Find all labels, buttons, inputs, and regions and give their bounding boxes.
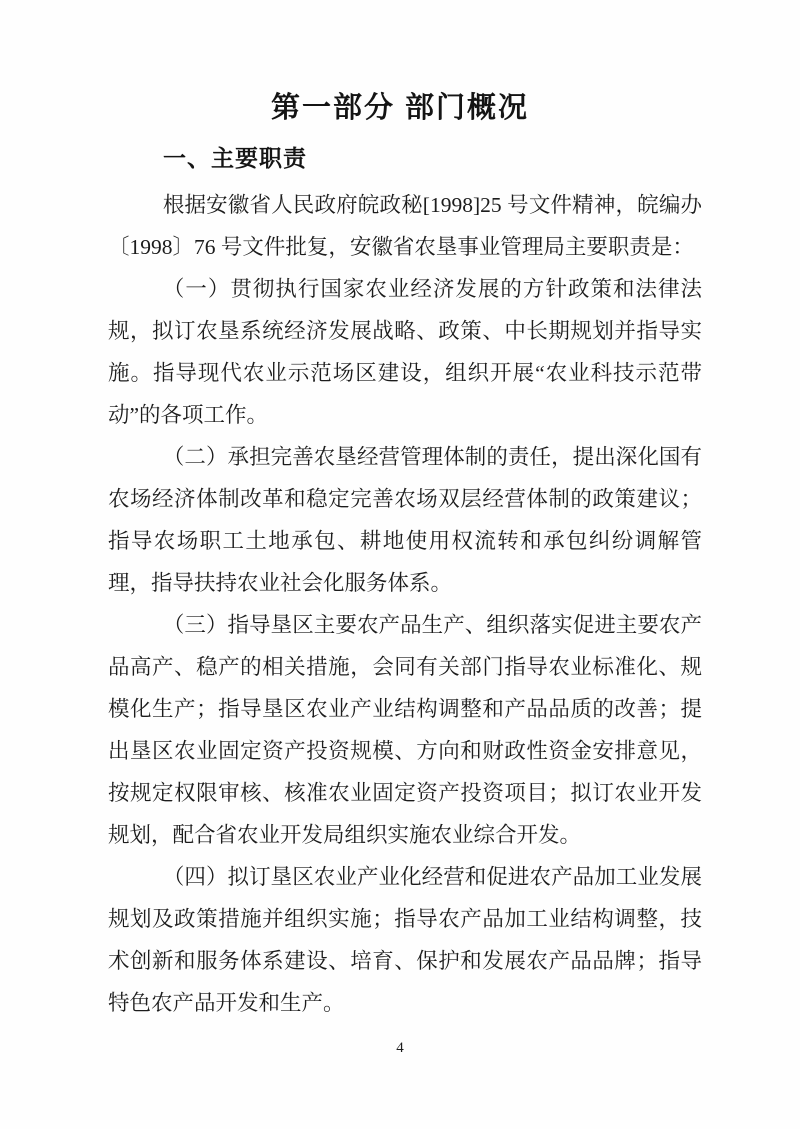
document-body <box>108 184 702 1024</box>
text-line: 规划，配合省农业开发局组织实施农业综合开发。 <box>108 823 582 847</box>
text-line: 指导农场职工土地承包、耕地使用权流转和承包纠纷调解管 <box>108 529 702 553</box>
text-line: 根据安徽省人民政府皖政秘[1998]25 号文件精神，皖编办 <box>162 193 702 217</box>
paragraph <box>108 184 702 268</box>
text-line: 农场经济体制改革和稳定完善农场双层经营体制的政策建议； <box>108 487 702 511</box>
paragraph <box>108 436 702 604</box>
text-line: 术创新和服务体系建设、培育、保护和发展农产品品牌；指导 <box>108 949 702 973</box>
text-line: 理，指导扶持农业社会化服务体系。 <box>108 571 453 595</box>
page-number: 4 <box>396 1040 404 1056</box>
document-title: 第一部分 部门概况 <box>270 92 530 124</box>
paragraph <box>108 856 702 1024</box>
paragraph <box>108 268 702 436</box>
text-line: 施。指导现代农业示范场区建设，组织开展“农业科技示范带 <box>108 361 702 385</box>
text-line: 品高产、稳产的相关措施，会同有关部门指导农业标准化、规 <box>108 655 702 679</box>
paragraph <box>108 604 702 856</box>
text-line: （一）贯彻执行国家农业经济发展的方针政策和法律法 <box>162 277 702 301</box>
text-line: 动”的各项工作。 <box>108 403 269 427</box>
section-heading: 一、主要职责 <box>163 145 307 171</box>
text-line: 规，拟订农垦系统经济发展战略、政策、中长期规划并指导实 <box>108 319 702 343</box>
text-line: （三）指导垦区主要农产品生产、组织落实促进主要农产 <box>162 613 702 637</box>
text-line: 规划及政策措施并组织实施；指导农产品加工业结构调整，技 <box>108 907 702 931</box>
text-line: 出垦区农业固定资产投资规模、方向和财政性资金安排意见， <box>108 739 702 763</box>
text-line: 模化生产；指导垦区农业产业结构调整和产品品质的改善；提 <box>108 697 702 721</box>
text-line: 〔1998〕76 号文件批复，安徽省农垦事业管理局主要职责是： <box>108 235 694 259</box>
text-line: 按规定权限审核、核准农业固定资产投资项目；拟订农业开发 <box>108 781 702 805</box>
text-line: （二）承担完善农垦经营管理体制的责任，提出深化国有 <box>162 445 702 469</box>
text-line: （四）拟订垦区农业产业化经营和促进农产品加工业发展 <box>162 865 702 889</box>
text-line: 特色农产品开发和生产。 <box>108 991 345 1015</box>
